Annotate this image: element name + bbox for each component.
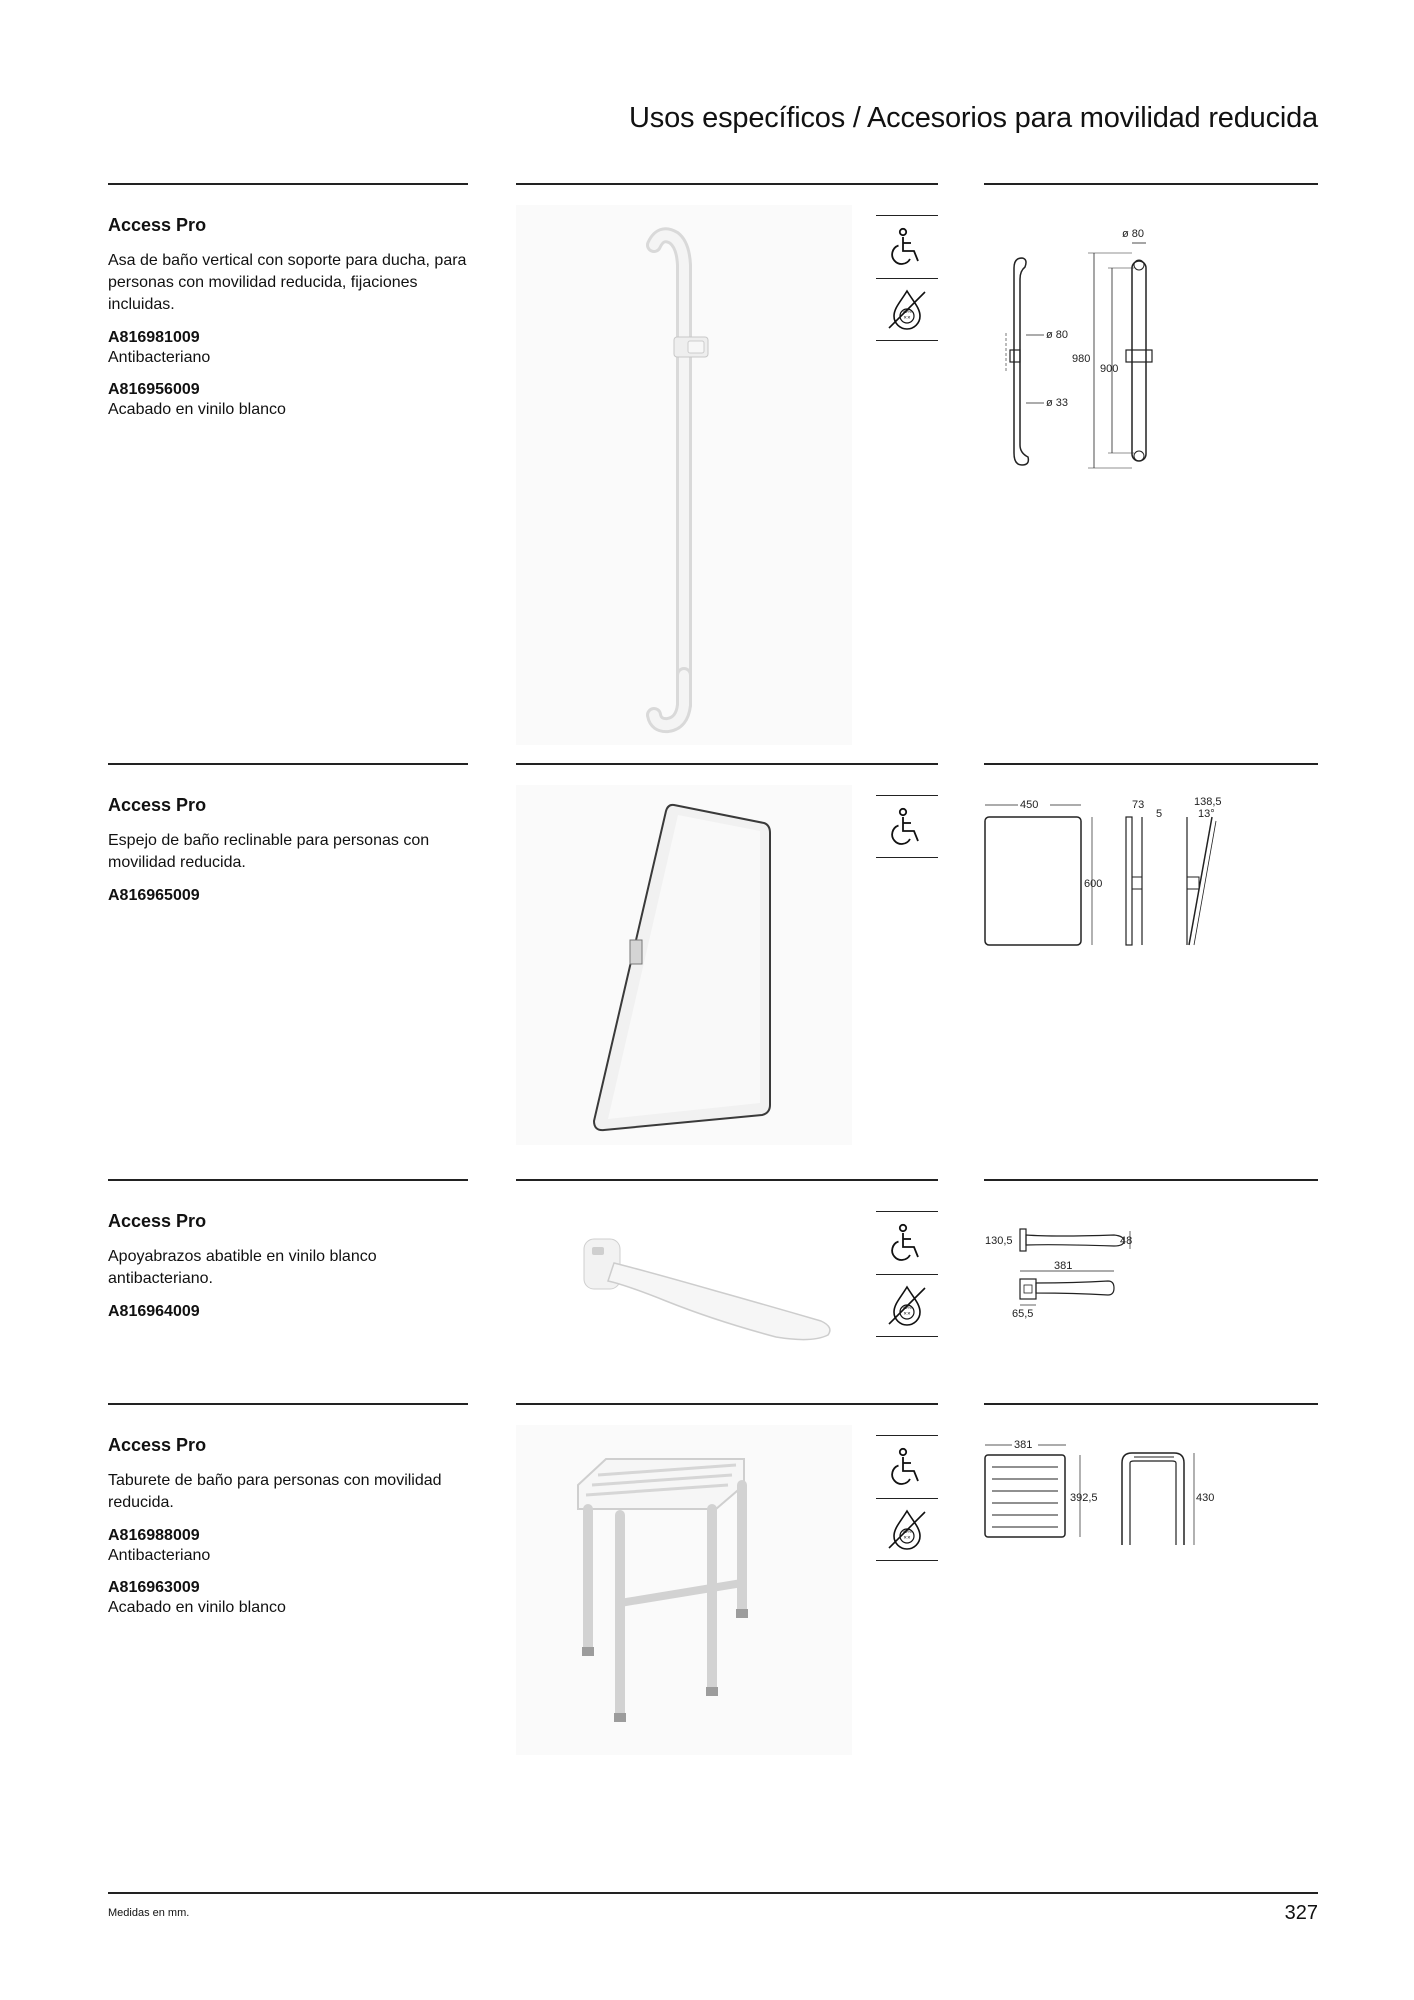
product-description: Taburete de baño para personas con movilidad reducida. [108, 1472, 442, 1511]
mirror-photo [516, 785, 852, 1145]
feature-icons [876, 1211, 938, 1337]
dimension-label: 48 [1120, 1235, 1133, 1247]
product-code: A816965009 [108, 887, 200, 904]
product-brand: Access Pro [108, 1211, 207, 1231]
dimension-label: 13° [1198, 808, 1215, 820]
dimension-drawing [984, 793, 1318, 963]
dimension-drawing [984, 1433, 1318, 1553]
section-divider [516, 1179, 938, 1181]
product-variant-note: Acabado en vinilo blanco [108, 401, 286, 418]
dimension-label: 980 [1072, 353, 1091, 365]
page-title: Usos específicos / Accesorios para movilidad reducida [629, 102, 1318, 134]
product-brand: Access Pro [108, 215, 207, 235]
product-code: A816988009 [108, 1527, 200, 1544]
product-info [108, 795, 478, 906]
page-number: 327 [1284, 1902, 1318, 1924]
product-brand: Access Pro [108, 1435, 207, 1455]
dimension-label: ø 80 [1122, 228, 1145, 240]
dimension-drawing [984, 213, 1318, 493]
antibacterial-icon [876, 1498, 938, 1561]
dimension-label: 381 [1014, 1439, 1033, 1451]
feature-icons [876, 1435, 938, 1561]
section-divider [108, 183, 468, 185]
section-divider [108, 1179, 468, 1181]
section-divider [984, 183, 1318, 185]
stool-photo [516, 1425, 852, 1755]
product-brand: Access Pro [108, 795, 207, 815]
armrest-photo [516, 1201, 852, 1371]
product-description: Asa de baño vertical con soporte para ducha, para personas con movilidad reducida, fijaciones incluidas. [108, 252, 467, 313]
footer-note: Medidas en mm. [108, 1907, 190, 1919]
dimension-label: 65,5 [1012, 1308, 1034, 1319]
section-divider [516, 1403, 938, 1405]
product-info [108, 1435, 478, 1630]
dimension-label: 430 [1196, 1492, 1215, 1504]
product-info [108, 1211, 478, 1322]
wheelchair-icon [876, 795, 938, 858]
section-divider [108, 763, 468, 765]
dimension-drawing [984, 1209, 1318, 1319]
footer-divider [108, 1892, 1318, 1894]
product-code: A816981009 [108, 329, 200, 346]
dimension-label: ø 33 [1046, 397, 1069, 409]
dimension-label: ø 80 [1046, 329, 1069, 341]
product-code: A816963009 [108, 1579, 200, 1596]
section-divider [984, 763, 1318, 765]
dimension-label: 138,5 [1194, 796, 1222, 808]
section-divider [984, 1403, 1318, 1405]
product-code: A816964009 [108, 1303, 200, 1320]
section-divider [108, 1403, 468, 1405]
dimension-label: 450 [1020, 799, 1039, 811]
section-divider [516, 763, 938, 765]
product-variant-note: Antibacteriano [108, 1547, 211, 1564]
feature-icons [876, 215, 938, 341]
product-description: Apoyabrazos abatible en vinilo blanco antibacteriano. [108, 1248, 377, 1287]
dimension-label: 900 [1100, 363, 1119, 375]
dimension-label: 600 [1084, 878, 1103, 890]
dimension-label: 5 [1156, 808, 1163, 820]
antibacterial-icon [876, 278, 938, 341]
wheelchair-icon [876, 215, 938, 278]
section-divider [516, 183, 938, 185]
wheelchair-icon [876, 1211, 938, 1274]
feature-icons [876, 795, 938, 858]
product-variant-note: Antibacteriano [108, 349, 211, 366]
product-code: A816956009 [108, 381, 200, 398]
dimension-label: 392,5 [1070, 1492, 1098, 1504]
product-variant-note: Acabado en vinilo blanco [108, 1599, 286, 1616]
product-description: Espejo de baño reclinable para personas con movilidad reducida. [108, 832, 430, 871]
section-divider [984, 1179, 1318, 1181]
wheelchair-icon [876, 1435, 938, 1498]
dimension-label: 130,5 [985, 1235, 1013, 1247]
dimension-label: 381 [1054, 1260, 1073, 1272]
dimension-label: 73 [1132, 799, 1145, 811]
product-info [108, 215, 478, 432]
antibacterial-icon [876, 1274, 938, 1337]
grab-bar-photo [516, 205, 852, 745]
